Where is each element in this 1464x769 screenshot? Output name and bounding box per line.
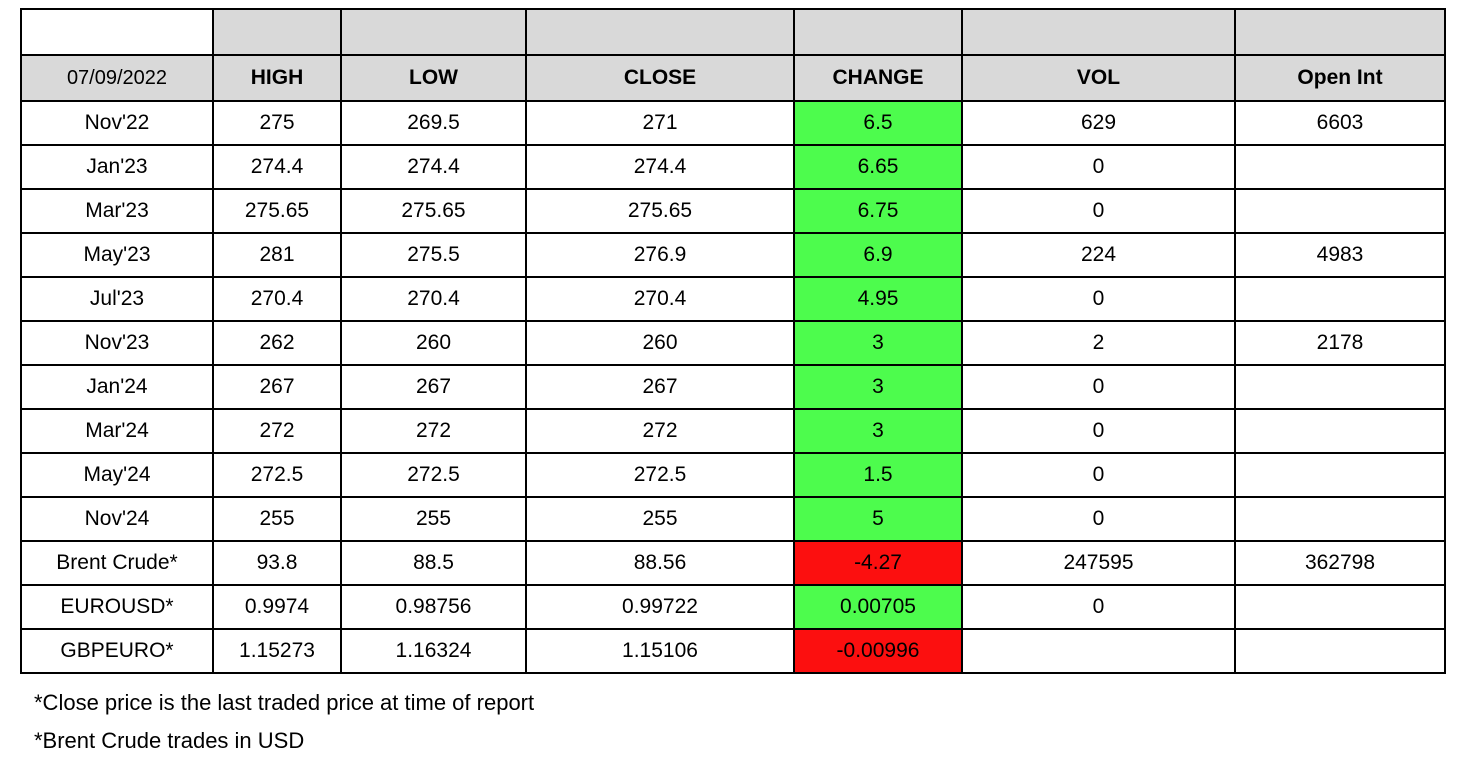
cell-low: 1.16324	[341, 629, 526, 673]
cell-change: -4.27	[794, 541, 962, 585]
cell-vol: 0	[962, 189, 1235, 233]
cell-high: 270.4	[213, 277, 341, 321]
table-top-spacer-row	[21, 9, 1445, 55]
cell-open-int	[1235, 585, 1445, 629]
cell-open-int: 362798	[1235, 541, 1445, 585]
cell-high: 275	[213, 101, 341, 145]
cell-change: 0.00705	[794, 585, 962, 629]
cell-change: 6.65	[794, 145, 962, 189]
cell-change: 6.5	[794, 101, 962, 145]
column-header-close: CLOSE	[526, 55, 794, 101]
row-label: Jan'24	[21, 365, 213, 409]
row-label: Mar'24	[21, 409, 213, 453]
footnotes	[20, 684, 1444, 760]
row-label: EUROUSD*	[21, 585, 213, 629]
cell-close: 88.56	[526, 541, 794, 585]
cell-vol: 0	[962, 497, 1235, 541]
cell-change: 5	[794, 497, 962, 541]
cell-close: 274.4	[526, 145, 794, 189]
column-header-open-int: Open Int	[1235, 55, 1445, 101]
cell-change: 4.95	[794, 277, 962, 321]
cell-low: 0.98756	[341, 585, 526, 629]
table-row	[21, 453, 1445, 497]
cell-vol: 0	[962, 585, 1235, 629]
table-row	[21, 189, 1445, 233]
row-label: GBPEURO*	[21, 629, 213, 673]
cell-low: 88.5	[341, 541, 526, 585]
cell-close: 270.4	[526, 277, 794, 321]
cell-vol: 2	[962, 321, 1235, 365]
cell-change: 3	[794, 409, 962, 453]
row-label: Jul'23	[21, 277, 213, 321]
spacer-cell-close	[526, 9, 794, 55]
cell-low: 267	[341, 365, 526, 409]
cell-open-int	[1235, 277, 1445, 321]
cell-high: 0.9974	[213, 585, 341, 629]
cell-low: 275.65	[341, 189, 526, 233]
table-row	[21, 101, 1445, 145]
column-header-vol: VOL	[962, 55, 1235, 101]
cell-high: 272.5	[213, 453, 341, 497]
cell-vol: 0	[962, 145, 1235, 189]
row-label: May'23	[21, 233, 213, 277]
spacer-cell-blank	[21, 9, 213, 55]
table-row	[21, 233, 1445, 277]
cell-open-int	[1235, 629, 1445, 673]
table-body	[21, 9, 1445, 673]
row-label: May'24	[21, 453, 213, 497]
cell-close: 276.9	[526, 233, 794, 277]
cell-vol: 0	[962, 277, 1235, 321]
table-row	[21, 629, 1445, 673]
cell-vol: 0	[962, 365, 1235, 409]
cell-low: 270.4	[341, 277, 526, 321]
cell-vol: 0	[962, 409, 1235, 453]
cell-change: 6.75	[794, 189, 962, 233]
spacer-cell-openint	[1235, 9, 1445, 55]
cell-open-int	[1235, 365, 1445, 409]
cell-open-int: 4983	[1235, 233, 1445, 277]
cell-change: 3	[794, 321, 962, 365]
cell-close: 267	[526, 365, 794, 409]
cell-high: 1.15273	[213, 629, 341, 673]
cell-low: 274.4	[341, 145, 526, 189]
row-label: Nov'24	[21, 497, 213, 541]
spacer-cell-change	[794, 9, 962, 55]
table-header-row	[21, 55, 1445, 101]
futures-price-table	[20, 8, 1446, 674]
cell-close: 275.65	[526, 189, 794, 233]
column-header-low: LOW	[341, 55, 526, 101]
cell-low: 275.5	[341, 233, 526, 277]
row-label: Nov'22	[21, 101, 213, 145]
table-row	[21, 541, 1445, 585]
table-row	[21, 497, 1445, 541]
row-label: Brent Crude*	[21, 541, 213, 585]
cell-high: 275.65	[213, 189, 341, 233]
cell-high: 272	[213, 409, 341, 453]
table-row	[21, 365, 1445, 409]
cell-open-int	[1235, 453, 1445, 497]
cell-change: 6.9	[794, 233, 962, 277]
row-label: Mar'23	[21, 189, 213, 233]
table-row	[21, 409, 1445, 453]
cell-high: 281	[213, 233, 341, 277]
cell-open-int: 2178	[1235, 321, 1445, 365]
column-header-high: HIGH	[213, 55, 341, 101]
cell-high: 93.8	[213, 541, 341, 585]
row-label: Nov'23	[21, 321, 213, 365]
table-row	[21, 321, 1445, 365]
cell-high: 255	[213, 497, 341, 541]
cell-open-int	[1235, 409, 1445, 453]
footnote-brent-crude: *Brent Crude trades in USD	[34, 727, 305, 753]
cell-low: 255	[341, 497, 526, 541]
cell-open-int: 6603	[1235, 101, 1445, 145]
cell-close: 1.15106	[526, 629, 794, 673]
cell-low: 272.5	[341, 453, 526, 497]
cell-open-int	[1235, 145, 1445, 189]
cell-low: 269.5	[341, 101, 526, 145]
table-row	[21, 585, 1445, 629]
cell-low: 260	[341, 321, 526, 365]
cell-high: 274.4	[213, 145, 341, 189]
cell-change: -0.00996	[794, 629, 962, 673]
cell-vol	[962, 629, 1235, 673]
cell-close: 0.99722	[526, 585, 794, 629]
cell-vol: 224	[962, 233, 1235, 277]
cell-change: 3	[794, 365, 962, 409]
table-row	[21, 277, 1445, 321]
table-row	[21, 145, 1445, 189]
spacer-cell-vol	[962, 9, 1235, 55]
cell-close: 272.5	[526, 453, 794, 497]
cell-change: 1.5	[794, 453, 962, 497]
cell-low: 272	[341, 409, 526, 453]
cell-open-int	[1235, 497, 1445, 541]
report-date: 07/09/2022	[21, 55, 213, 101]
spacer-cell-low	[341, 9, 526, 55]
cell-close: 260	[526, 321, 794, 365]
cell-close: 271	[526, 101, 794, 145]
cell-close: 272	[526, 409, 794, 453]
footnote-close-price: *Close price is the last traded price at time of report	[34, 690, 535, 715]
cell-vol: 0	[962, 453, 1235, 497]
row-label: Jan'23	[21, 145, 213, 189]
cell-open-int	[1235, 189, 1445, 233]
cell-vol: 629	[962, 101, 1235, 145]
cell-high: 267	[213, 365, 341, 409]
cell-vol: 247595	[962, 541, 1235, 585]
cell-high: 262	[213, 321, 341, 365]
spacer-cell-high	[213, 9, 341, 55]
column-header-change: CHANGE	[794, 55, 962, 101]
cell-close: 255	[526, 497, 794, 541]
